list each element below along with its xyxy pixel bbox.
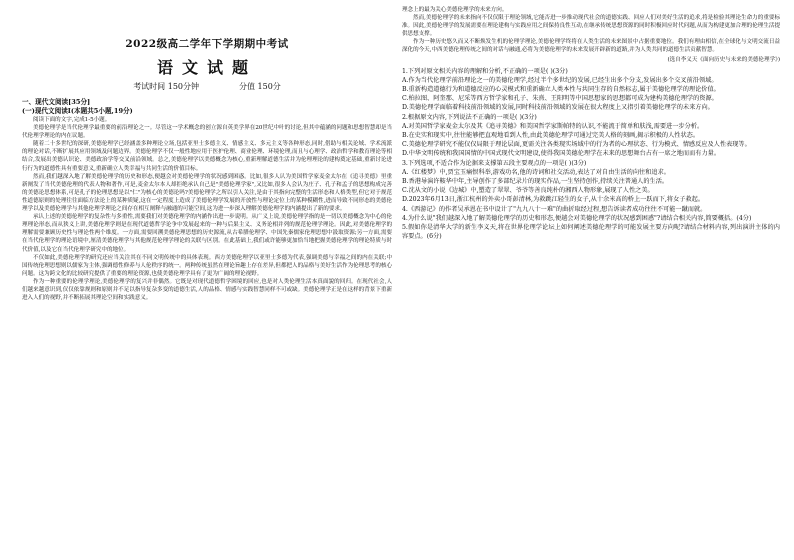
question-option: A.对美国哲学家麦金太尔及其《追寻美德》和美国哲学家斯帕特的认识,不能流于简单和肤浅,需要进一步分析。: [402, 122, 704, 130]
question-option: D.2023年6月13日,浙江杭州的外卖小哥彭清林,为救跳江轻生的女子,从十余米高的桥上一跃而下,将女子救起。: [402, 196, 705, 204]
exam-subtitle: 语文试题: [156, 58, 257, 77]
right-column: [402, 6, 780, 556]
exam-title: 2022级高二学年下学期期中考试: [125, 38, 289, 50]
question-option: 4.《西游记》的作者吴承恩在书中设计了"九九八十一难"的曲折取经过程,想告诉读者成功往往不可能一蹴而就。: [402, 205, 707, 213]
left-column: [22, 6, 392, 556]
question-option: B.重新构造道德行为和道德反应的心灵模式和重新确立人类本性与共同生存的自然标志,属于美德伦理学的理论价值。: [402, 85, 720, 93]
passage-paragraph: 作为一种重要的伦理学理论,美德伦理学的复兴并非偶然。它既是对现代道德哲学困境的回应,也是对人类伦理生活本真面貌的回归。在现代社会,人们越来越意识到,仅仅依靠规则和原则并不足以指导复杂多变的道德生活,人的品格、情感与实践智慧同样不可或缺。美德伦理学正是在这样的背景下重新进入人们的视野,并不断拓展其理论空间和实践意义。: [22, 278, 392, 302]
passage-paragraph: 随着二十多世纪的深研,美德伦理学已经涵盖多种理论立场,包括亚里士多德主义、情感主义、多元主义等各种形态,同时,借助与相关论域、学术流派的理论对话,不断扩展其应用领域及问题边界。美德伦理学不仅一般性地应用于医护伦理、商业伦理、环境伦理,而且与心理学、政治哲学和教育理论等相结合,发展出美德认识论、美德政治学等交叉前沿领域。总之,美德伦理学以美德概念为核心,重新理解道德生活并为伦理理论的建构奠定基础,重新讨论进行行为的道德性具有重要意义,重新确立人类幸福与共同生活的价值目标。: [22, 141, 392, 172]
passage-paragraph: 美德伦理学是当代伦理学最重要的前沿理论之一。尽管这一学术概念的创立源自英美学界在20世纪中叶的讨论,但其中蕴涵的问题和思想智慧却是当代伦理学理论的内在议题。: [22, 125, 392, 140]
passage-source: (选自李义天《面向历史与未来的美德伦理学》): [667, 56, 780, 63]
passage-paragraph: 然而,我们越深入地了解美德伦理学的历史和形态,便越会对美德伦理学的状况感到困惑。比如,很多人认为美国哲学家麦金太尔在《追寻美德》里重新阐发了当代美德伦理的代表人物和著作,可是,麦金太尔本人却拒绝承认自己是"美德伦理学家",又比如,很多人会认为庄子、孔子和孟子的思想构成完善的美德论思想体系,可是孔子的伦理思想是以"仁"为核心的美德论吗?美德伦理学之所以引人关注,是由于其指向完整的生活形态和人格类型,但它对于规范性道德原则的处理往往面临方法论上的某种质疑,这在一定程度上造成了美德伦理学发展的开放性与理论定位上的某种模糊性,进而导致不同形态的美德伦理学以及美德伦理学与其他伦理学理论之间存在相互阐释与融通的可能空间,这为进一步深入理解美德伦理学的内涵提出了新的要求。: [22, 173, 392, 213]
question-option: D.美德伦理学面临着科技前沿领域的发展,同时科技前沿领域的发展在很大程度上又指引着美德伦理学的未来方向。: [402, 104, 714, 112]
question-4: 4.为什么说"我们越深入地了解美德伦理学的历史和形态,便越会对美德伦理学的状况感到困惑"?请结合相关内容,简要概括。(4分): [402, 214, 752, 222]
passage-paragraph: 然而,美德伦理学的未来指向不仅仅限于理论领域,它能否进一步推动现代社会的道德实践、回应人们对美好生活的追求,将是检验其理论生命力的重要标准。因此,美德伦理学的发展需要在理论建构与实践应用之间保持良性互动,在继承传统思想资源的同时积极回应时代问题,从而为构建更加合理的伦理生活提供思想支撑。: [402, 15, 780, 38]
exam-info: [22, 81, 392, 92]
question-option: C.沈从文的小说《边城》中,塑造了翠翠、爷爷等善良纯朴的湘西人物形象,展现了人性之美。: [402, 187, 654, 195]
passage-paragraph: 不仅如此,美德伦理学的研究还应当关注其在不同文明传统中的具体表现。西方美德伦理学以亚里士多德为代表,强调美德与幸福之间的内在关联;中国传统伦理思想则以儒家为主体,强调德性修养与人伦秩序的统一。两种传统虽然在理论旨趣上存在差异,但都把人的品格与美好生活作为伦理思考的核心问题。这为跨文化的比较研究提供了重要的理论资源,也使美德伦理学具有了更为广阔的理论视野。: [22, 254, 392, 277]
question-5: 5.假如你是清华大学的新生李义天,将在世界伦理学论坛上如何阐述美德伦理学的可能发展主要方向呢?请结合材料内容,列出演讲主体的内容要点。(6分): [402, 224, 780, 241]
question-option: C.柏拉图、阿奎那、尼采等西方哲学家和孔子、朱熹、王阳明等中国思想家的思想都可成为建构美德伦理学的资源。: [402, 95, 718, 103]
exam-score: 分值 150分: [239, 82, 281, 91]
question-option: B.香港导演许鞍华中年,主导创作了多部纪录片的现实作品,一生坚持创作,持续关注普通人的生活。: [402, 178, 669, 185]
question-option: C.美德伦理学研究不能仅仅局限于理论层面,更需关注各类现实场域中的行为者的心理状态、行为模式、情感反应及人性表现等。: [402, 141, 751, 149]
question-option: A.《红楼梦》中,贾宝玉痛恨科举,游戏功名,他的诗词和社交活动,表达了对自由生活的向往和追求。: [402, 168, 670, 176]
question-3: [402, 159, 780, 205]
instruction: 阅读下面的文字,完成1-5小题。: [33, 117, 111, 123]
question-stem: 1.下列对原文相关内容的理解和分析,不正确的一项是( )(3分): [402, 67, 568, 75]
subsection-heading: (一)现代文阅读I(本题共5小题,19分): [22, 107, 133, 115]
question-1: [402, 67, 780, 113]
question-stem: 2.根据原文内容,下列说法不正确的一项是( )(3分): [402, 113, 537, 121]
question-option: B.在史实和现实中,往往能够把直观地看到人性,由此美德伦理学可通过完美人格的刻画,揭示积极的人性状态。: [402, 131, 700, 139]
passage-paragraph: 作为一种历史悠久而又不断焕发生机的伦理学理论,美德伦理学终将在人类生活的未来图景中占据重要地位。我们有理由相信,在全球化与文明交流日益深化的今天,中西美德伦理传统之间的对话与融通,必将为美德伦理学的未来发展开辟新的道路,并为人类共同的道德生活贡献智慧。: [402, 39, 780, 54]
passage-paragraph: 理念上的最为关心美德伦理学的未来方向。: [402, 7, 508, 13]
question-stem: 3.下列选项,不适合作为论据来支撑第五段主要观点的一项是( )(3分): [402, 159, 587, 167]
question-option: D.中华文明传统和我国国情的中国式现代文明建设,使得我国美德伦理学在未来的思想舞台占有一席之地而而有力量。: [402, 150, 721, 158]
section-heading: 一、现代文阅读[35分]: [22, 98, 91, 106]
exam-time: 考试时间 150分钟: [133, 82, 199, 91]
question-2: [402, 113, 780, 159]
passage-paragraph: 承认上述的美德伦理学的复杂性与多重性,需要我们对美德伦理学的内涵作出进一步说明。从广义上说,美德伦理学指的是一切以美德概念为中心的伦理理论形态,而从狭义上讲,美德伦理学则是在现代道德哲学论争中发展起来的一种与后果主义、义务论相并列的规范伦理学理论。因此,对美德伦理学的理解需要兼顾历史性与理论性两个维度。一方面,需要回溯美德伦理思想的历史源流,从古希腊伦理学、中国先秦儒家伦理思想中汲取资源;另一方面,需要在当代伦理学的理论语境中,厘清美德伦理学与其他规范伦理学理论的关联与区别。在此基础上,我们或许能够更加恰当地把握美德伦理学的理论特质与时代价值,以及它在当代伦理学研究中的地位。: [22, 214, 392, 253]
question-option: A.作为当代伦理学前沿理论之一的美德伦理学,经过半个多世纪的发展,已经生出多个分支,发展出多个交叉前沿领域。: [402, 76, 718, 84]
